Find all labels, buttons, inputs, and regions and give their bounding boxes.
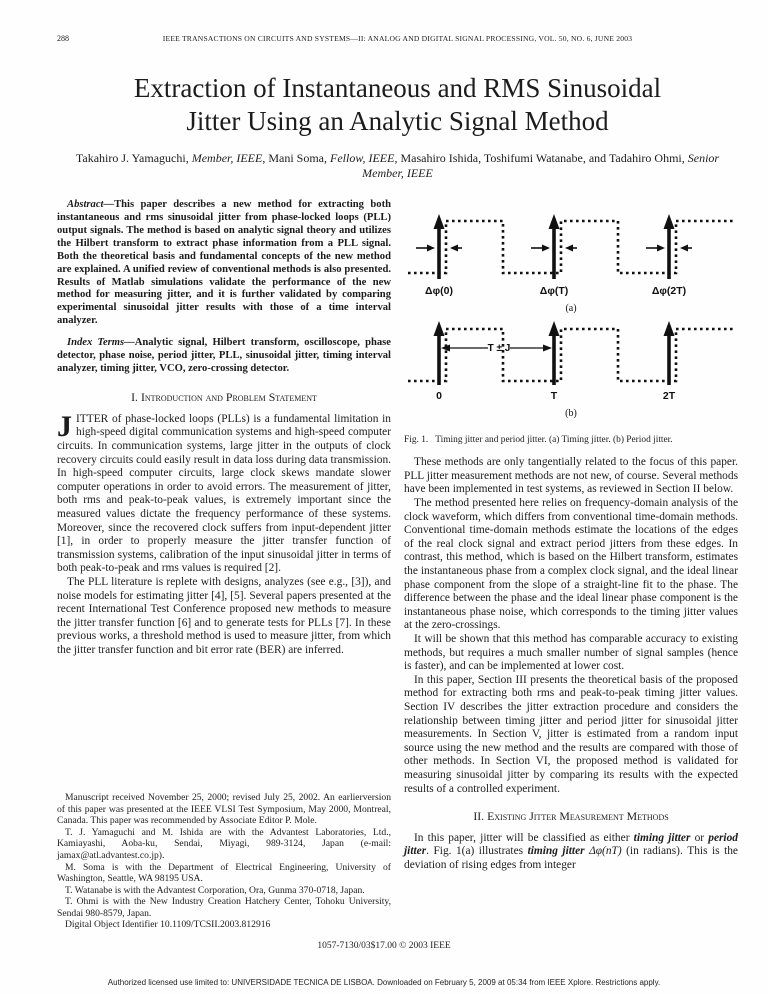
intro-paragraph-2: The PLL literature is replete with designs, analyzes (see e.g., [3]), and noise models for estimating jitter [4], [5]. Several papers presented at the recent International Test Conference proposed new methods to measure the jitter transfer function [6] and to generate tests for PLLs [7]. In these previous works, a threshold method is used to measure jitter, from which the jitter transfer function and bit error rate (BER) are inferred. — [57, 575, 391, 656]
author-text: Takahiro J. Yamaguchi, — [75, 150, 192, 165]
section-1-heading: I. Introduction and Problem Statement — [131, 389, 317, 404]
edge-arrow-b-2 — [664, 321, 675, 385]
index-terms-paragraph — [57, 337, 391, 376]
index-terms-text: Analytic signal, Hilbert transform, oscilloscope, phase detector, phase noise, period jitter, PLL, sinusoidal jitter, timing interval analyzer, timing jitter, VCO, zero-crossing detector. — [57, 337, 391, 374]
square-wave-b — [408, 329, 734, 381]
right-column — [404, 199, 738, 941]
footnote-affil-2: M. Soma is with the Department of Electrical Engineering, University of Washington, Seattle, WA 98195 USA. — [57, 861, 391, 885]
paper-title-line1: Extraction of Instantaneous and RMS Sinusoidal — [133, 73, 662, 103]
edge-arrow-b-1 — [549, 321, 560, 385]
abstract-label: Abstract— — [67, 199, 115, 211]
seg-normal: or — [690, 831, 709, 844]
intro-paragraph-1 — [57, 409, 391, 576]
running-head — [57, 34, 738, 46]
author-text: , Mani Soma, — [262, 150, 331, 165]
author-affil: Senior Member, IEEE — [362, 150, 720, 181]
timing-jitter-label-1: Δφ(T) — [539, 285, 569, 298]
paragraph-jitter-classification — [404, 832, 738, 873]
subfigure-a-tag: (a) — [565, 303, 577, 315]
section-2-heading: II. Existing Jitter Measurement Methods — [473, 809, 669, 824]
footnote-affil-4: T. Ohmi is with the New Industry Creation Hatchery Center, Tohoku University, Sendai 980-8579, Japan. — [57, 896, 391, 919]
figure-1-caption — [404, 434, 738, 446]
time-label-T: T — [550, 390, 558, 403]
timing-jitter-label-2: Δφ(2T) — [651, 285, 687, 298]
time-label-2T: 2T — [662, 390, 676, 403]
index-terms-label: Index Terms— — [67, 337, 135, 349]
right-column-text — [404, 456, 738, 872]
figure-caption-label: Fig. 1. — [404, 435, 429, 446]
introduction-text — [57, 409, 391, 658]
license-line: Authorized licensed use limited to: UNIVERSIDADE TECNICA DE LISBOA. Downloaded on February 5, 2009 at 05:34 from IEEE Xplore. Restrictions apply. — [107, 978, 661, 987]
author-text: , Masahiro Ishida, Toshifumi Watanabe, and Tadahiro Ohmi, — [394, 150, 688, 165]
timing-jitter-label-0: Δφ(0) — [425, 285, 453, 298]
edge-arrow-a-1 — [531, 214, 577, 279]
drop-cap: J — [57, 409, 72, 443]
figure-1-diagram — [404, 201, 738, 421]
seg-period-jitter: period jitter — [404, 831, 738, 858]
edge-arrow-a-0 — [416, 214, 462, 279]
paper-title — [57, 72, 738, 138]
figure-caption-text: Timing jitter and period jitter. (a) Timing jitter. (b) Period jitter. — [435, 435, 673, 446]
paragraph-methods-related: These methods are only tangentially related to the focus of this paper. PLL jitter measurement methods are not new, of course. Several methods have been implemented in test systems, as reviewed in Section II below. — [404, 456, 738, 496]
page-number: 288 — [57, 34, 69, 43]
subfigure-b-tag: (b) — [565, 408, 577, 420]
seg-normal: In this paper, jitter will be classified as either — [414, 831, 634, 844]
time-label-0: 0 — [436, 390, 442, 403]
seg-normal: (in radians). This is the deviation of rising edges from integer — [404, 845, 738, 871]
authors-line — [57, 151, 738, 182]
footnote-manuscript: Manuscript received November 25, 2000; revised July 25, 2002. An earlierversion of this paper was presented at the IEEE VLSI Test Symposium, May 2000, Montreal, Canada. This paper was recommended by Associate Editor P. Mole. — [57, 791, 391, 827]
seg-math-phi: Δφ(nT) — [589, 845, 622, 858]
seg-normal: . Fig. 1(a) illustrates — [426, 845, 528, 858]
left-column — [57, 199, 391, 941]
footnote-affil-3: T. Watanabe is with the Advantest Corporation, Ora, Gunma 370-0718, Japan. — [65, 884, 365, 896]
two-column-body — [57, 199, 738, 941]
journal-title: IEEE TRANSACTIONS ON CIRCUITS AND SYSTEMS—II: ANALOG AND DIGITAL SIGNAL PROCESSING, VOL. 50, NO. 6, JUNE 2003 — [162, 34, 633, 43]
edge-arrow-a-2 — [646, 214, 692, 279]
paragraph-paper-outline: In this paper, Section III presents the theoretical basis of the proposed method for extracting both rms and peak-to-peak timing jitter values. Section IV describes the jitter extraction procedure and considers the relationship between timing jitter and period jitter for sinusoidal jitter measurements. In Section V, jitter is estimated from a random input source using the new method and the results are compared with those of other methods. In Section VI, the proposed method is validated for measuring sinusoidal jitter by comparing its results with the expected results of a controlled experiment. — [404, 673, 738, 795]
paper-title-line2: Jitter Using an Analytic Signal Method — [186, 105, 609, 136]
abstract-text: This paper describes a new method for extracting both instantaneous and rms sinusoidal jitter from phase-locked loops (PLL) output signals. The method is based on analytic signal theory and utilizes the Hilbert transform to extract phase information from a PLL signal. Both the theoretical basis and fundamental concepts of the new method are explained. A unified review of conventional methods is also presented. Results of Matlab simulations validate the performance of the new method for measuring jitter, and it is further validated by comparing experimental sinusoidal jitter results with those of a time interval analyzer. — [57, 199, 391, 327]
intro-paragraph-1-text: ITTER of phase-locked loops (PLLs) is a fundamental limitation in high-speed digital communication systems and high-speed computer circuits. In communication systems, large jitter in the outputs of clock recovery circuits could easily result in data loss during data transmission. In high-speed computer circuits, large clock skews mandate slower computer operations in order to avoid errors. The measurement of jitter, both rms and peak-to-peak values, is extremely important since the measured values dictate the frequency performance of these systems. Moreover, since the recovered clock suffers from input-dependent jitter [1], in order to properly measure the jitter transfer function of transmission systems, calibration of the input sinusoidal jitter in terms of both peak-to-peak and rms values is required [2]. — [57, 412, 391, 575]
author-affil: Member, IEEE — [191, 150, 263, 165]
abstract-paragraph — [57, 199, 391, 328]
edge-arrow-b-0 — [434, 321, 445, 385]
footnote-affil-1: T. J. Yamaguchi and M. Ishida are with the Advantest Laboratories, Ltd., Kamiayashi, Aoba-ku, Sendai, Miyagi, 989-3124, Japan (e-mail: jamax@atl.advantest.co.jp). — [57, 826, 391, 861]
copyright-line: 1057-7130/03$17.00 © 2003 IEEE — [317, 941, 451, 951]
figure-1 — [404, 201, 738, 446]
paragraph-frequency-domain: The method presented here relies on frequency-domain analysis of the clock waveform, which differs from conventional time-domain methods. Conventional time-domain methods estimate the locations of the edges of the real clock signal and extract period jitters from these edges. In contrast, this method, which is based on the Hilbert transform, estimates the instantaneous phase from a complex clock signal, and the ideal linear phase component from the slope of a straight-line fit to the phase. The difference between the phase and the ideal linear phase component is the instantaneous phase noise, which corresponds to the timing jitter values at the zero-crossings. — [404, 497, 738, 632]
paragraph-accuracy: It will be shown that this method has comparable accuracy to existing methods, but requires a much smaller number of signal samples (hence is faster), and can be implemented at lower cost. — [404, 633, 738, 673]
author-affil: Fellow, IEEE — [330, 150, 395, 165]
seg-timing-jitter: timing jitter — [527, 845, 585, 858]
footnotes-block — [57, 792, 391, 941]
seg-timing-jitter: timing jitter — [633, 831, 691, 844]
period-label: T ± J — [487, 343, 511, 355]
footnote-doi: Digital Object Identifier 10.1109/TCSII.2003.812916 — [65, 919, 271, 931]
